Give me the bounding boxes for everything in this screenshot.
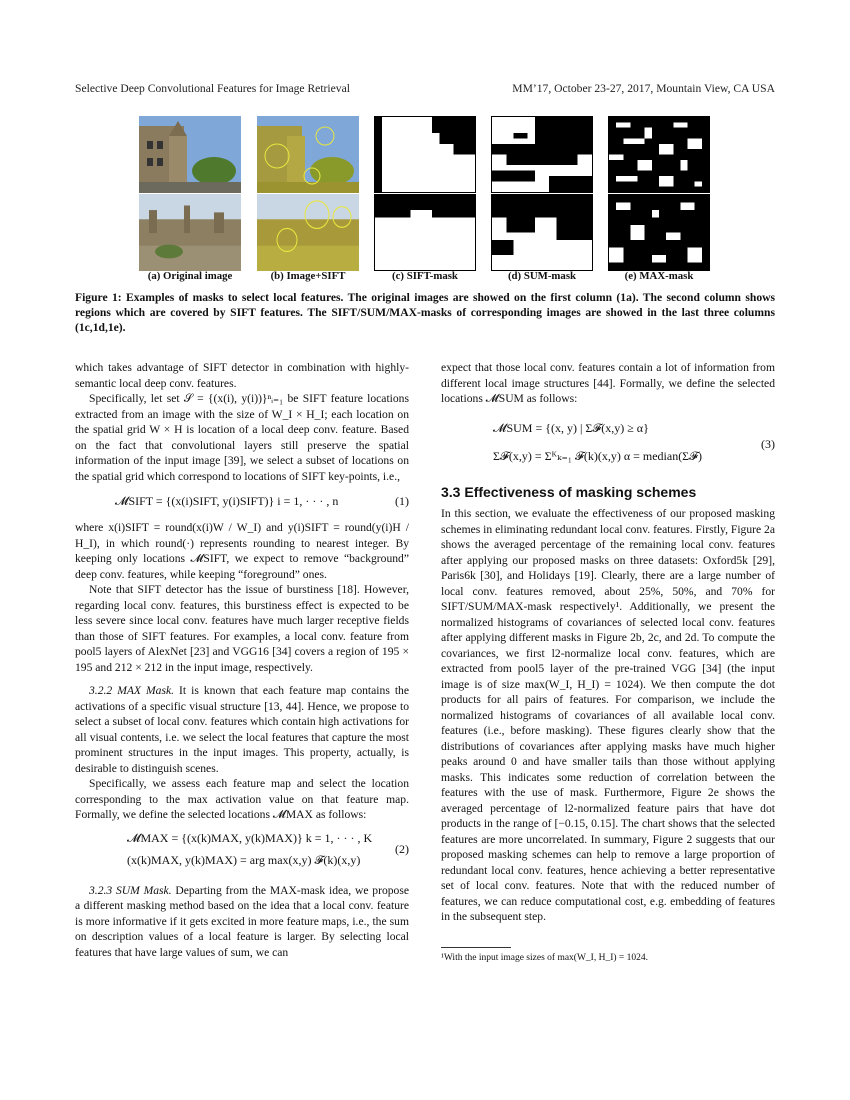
original-image-top bbox=[139, 116, 241, 193]
paragraph-text: Departing from the MAX-mask idea, we propose a different masking method based on the idea that a local conv. feature is more informative if it gets excited in more feature maps, i.e., the sum on description values of a local feature is larger. By selecting local features that have large values of sum, we can bbox=[75, 883, 409, 959]
paragraph: expect that those local conv. features contain a lot of information from different local image structures [44]. Formally, we define the selected locations 𝓜SUM as follows: bbox=[441, 361, 775, 405]
subcaption-a: (a) Original image bbox=[147, 270, 233, 282]
paragraph bbox=[75, 683, 409, 776]
equation-line: (x(k)MAX, y(k)MAX) = arg max(x,y) 𝓕(k)(x,y) bbox=[127, 852, 361, 867]
subsection-title: 3.2.2 MAX Mask. bbox=[89, 684, 175, 697]
running-header-title: Selective Deep Convolutional Features for Image Retrieval bbox=[75, 82, 350, 95]
subcaption-c: (c) SIFT-mask bbox=[392, 270, 458, 282]
equation-number: (2) bbox=[395, 841, 409, 856]
section-heading: 3.3 Effectiveness of masking schemes bbox=[441, 483, 697, 500]
subcaption-b: (b) Image+SIFT bbox=[270, 270, 346, 282]
paragraph: In this section, we evaluate the effectiveness of our proposed masking schemes in eliminating redundant local conv. features. Firstly, Figure 2a shows the averaged percentage of the remaining local conv. features after applying our proposed masks on three datasets: Oxford5k [29], Paris6k [30], and Holidays [19]. Clearly, there are a large number of local conv. features removed, about 25%, 50%, and 70% for SIFT/SUM/MAX-mask respectively¹. Additionally, we present the normalized histograms of covariances of selected local conv. features after applying different masks in Figure 2b, 2c, and 2d. To compute the covariances, we first l2-normalize local conv. features, which are extracted from pool5 layer of the pre-trained VGG [34] (the input image is of size max(W_I, H_I) = 1024). We then compute the dot products for all pairs of features. For comparison, we include the normalized histograms of covariances of all available local conv. features (i.e., before masking). These figures clearly show that the distributions of covariances after applying masks have much higher peaks around 0 and have smaller tails than those without applying masks. This indicates some reduction of correlation between the features with the use of mask. Furthermore, Figure 2e shows the averaged percentage of l2-normalized feature pairs that have dot products in the range of [−0.15, 0.15]. The chart shows that the selected features are more uncorrelated. In summary, Figure 2 suggests that our proposed masking schemes can help to remove a large proportion of redundant local conv. features, hence achieving a better representative set of local conv. features. Note that with the reduced number of features, we can reduce computational cost, e.g. embedding of features in the subsequent step. bbox=[441, 507, 775, 923]
equation-number: (1) bbox=[395, 494, 409, 508]
paragraph: Note that SIFT detector has the issue of burstiness [18]. However, regarding local conv. features, this burstiness effect is expected to be less severe since local conv. features have much larger receptive fields than those of SIFT features. For examples, a local conv. feature from pool5 layers of AlexNet [23] and VGG16 [34] covers a region of 195 × 195 and 212 × 212 in the input image, respectively. bbox=[75, 583, 409, 674]
max-mask-bottom bbox=[608, 194, 710, 271]
sift-mask-top bbox=[374, 116, 476, 193]
subcaption-e: (e) MAX-mask bbox=[624, 270, 694, 282]
paragraph-text: It is known that each feature map contains the activations of a specific visual structure [13, 44]. Hence, we propose to select a subset of local conv. features which contain high activations for all visual contents, i.e. we select the local features that capture the most prominent structures in the input images. This property, actually, is desirable to distinguish scenes. bbox=[75, 684, 409, 775]
sift-overlay-image-top bbox=[257, 116, 359, 193]
sift-overlay-image-bottom bbox=[257, 194, 359, 271]
equation-3 bbox=[441, 415, 775, 475]
equation-line: 𝓜MAX = {(x(k)MAX, y(k)MAX)} k = 1, · · · , K bbox=[127, 830, 373, 845]
equation-body: 𝓜SIFT = {(x(i)SIFT, y(i)SIFT)} i = 1, · · · , n bbox=[115, 494, 339, 508]
left-column bbox=[75, 360, 409, 960]
original-image-bottom bbox=[139, 194, 241, 271]
paragraph bbox=[75, 883, 409, 961]
paragraph: Specifically, let set 𝒮 = {(x(i), y(i))}ⁿᵢ₌₁ be SIFT feature locations extracted from an image with the size of W_I × H_I; each location on the spatial grid W × H is location of a local deep conv. feature. Based on the fact that convolutional layers still preserve the spatial information of the input image [39], we select a subset of locations on the spatial grid which correspond to locations of SIFT key-points, i.e., bbox=[75, 392, 409, 483]
figure-caption: Figure 1: Examples of masks to select local features. The original images are showed on the first column (1a). The second column shows regions which are covered by SIFT features. The SIFT/SUM/MAX-masks of corresponding images are showed in the last three columns (1c,1d,1e). bbox=[75, 291, 775, 335]
equation-line: Σ𝓕(x,y) = Σᴷₖ₌₁ 𝓕(k)(x,y) α = median(Σ𝓕) bbox=[493, 448, 703, 463]
paragraph: which takes advantage of SIFT detector in combination with highly-semantic local deep conv. features. bbox=[75, 361, 409, 390]
subcaption-d: (d) SUM-mask bbox=[507, 270, 577, 282]
sum-mask-top bbox=[491, 116, 593, 193]
max-mask-top bbox=[608, 116, 710, 193]
sift-mask-bottom bbox=[374, 194, 476, 271]
equation-number: (3) bbox=[761, 436, 775, 451]
equation-2 bbox=[75, 827, 409, 875]
right-column bbox=[441, 360, 775, 966]
equation-1 bbox=[75, 490, 409, 520]
paragraph: Specifically, we assess each feature map and select the location corresponding to the max activation value on that feature map. Formally, we define the selected locations 𝓜MAX as follows: bbox=[75, 777, 409, 821]
sum-mask-bottom bbox=[491, 194, 593, 271]
equation-line: 𝓜SUM = {(x, y) | Σ𝓕(x,y) ≥ α} bbox=[493, 420, 649, 435]
footnote-rule bbox=[441, 947, 511, 948]
running-header-venue: MM’17, October 23-27, 2017, Mountain View, CA USA bbox=[512, 82, 775, 95]
footnote: ¹With the input image sizes of max(W_I, H_I) = 1024. bbox=[441, 952, 649, 963]
paragraph: where x(i)SIFT = round(x(i)W / W_I) and y(i)SIFT = round(y(i)H / H_I), in which round(·) represents rounding to nearest integer. By keeping only locations 𝓜SIFT, we expect to remove “background” deep conv. features, while keeping “foreground” ones. bbox=[75, 521, 409, 581]
subsection-title: 3.2.3 SUM Mask. bbox=[89, 883, 172, 897]
